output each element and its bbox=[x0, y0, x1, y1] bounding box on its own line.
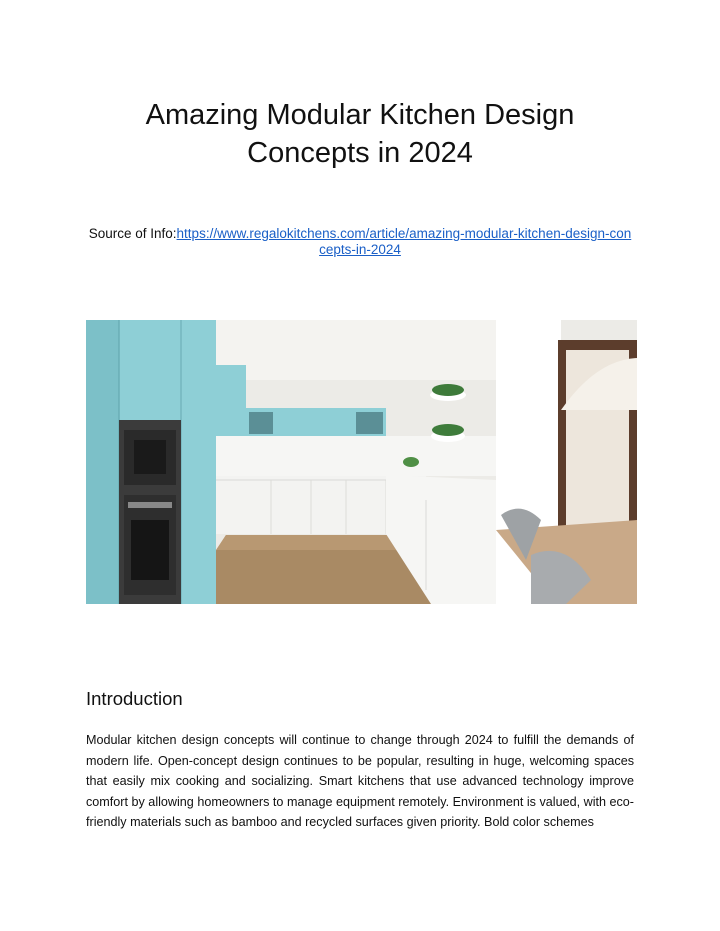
page-title: Amazing Modular Kitchen Design Concepts in 2024 bbox=[145, 99, 575, 169]
section-heading: Introduction bbox=[86, 688, 183, 709]
source-prefix: Source of Info: bbox=[88, 226, 177, 241]
source-link[interactable]: https://www.regalokitchens.com/article/amazing-modular-kitchen-design-concepts-in-2024 bbox=[176, 226, 632, 257]
source-line bbox=[86, 226, 634, 258]
kitchen-photo bbox=[86, 320, 637, 604]
intro-paragraph: Modular kitchen design concepts will continue to change through 2024 to fulfill the demands of modern life. Open-concept design continues to be popular, resulting in huge, welcoming spaces that easily mix cooking and socializing. Smart kitchens that use advanced technology improve comfort by allowing homeowners to manage equipment remotely. Environment is valued, with eco-friendly materials such as bamboo and recycled surfaces given priority. Bold color schemes bbox=[86, 733, 634, 829]
